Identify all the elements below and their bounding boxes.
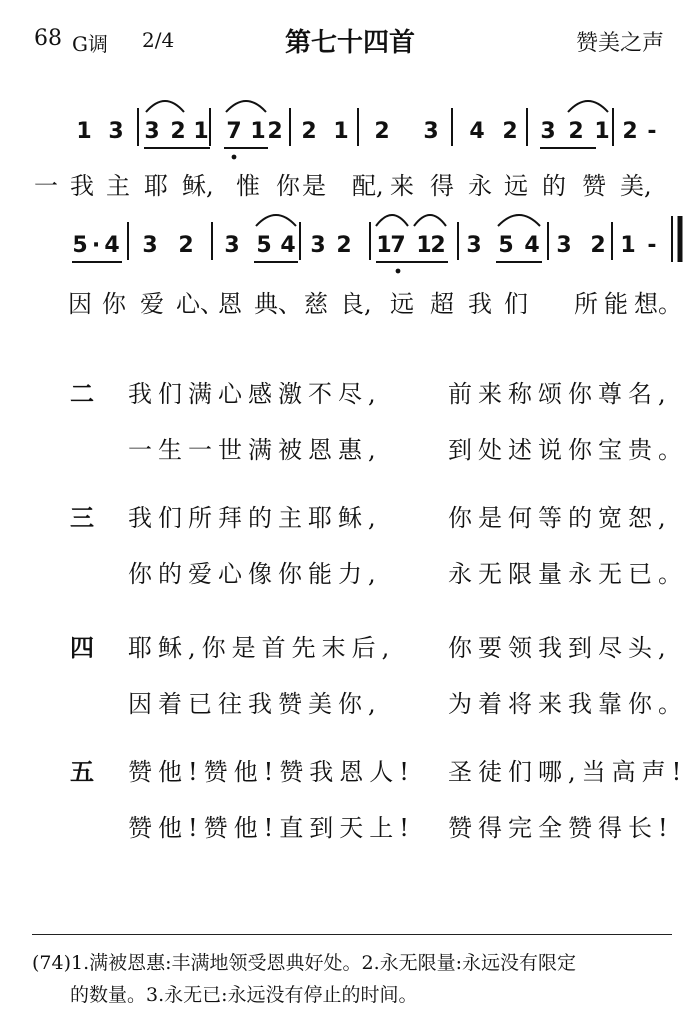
note-r1-5: 7 [226,119,242,144]
lyric-char: 配, [352,172,384,200]
lyric-char: 因 [68,290,92,318]
note-r1-14: 3 [540,119,556,144]
lyric-char: 能 [604,290,628,318]
note-r1-10: 2 [374,119,390,144]
note-r2-17: 2 [590,233,606,258]
lyric-char: 主 [106,172,130,200]
note-r1-6: 1 [250,119,266,144]
lyric-char: 典、 [254,290,302,318]
lyric-char: 慈 [304,290,328,318]
note-r1-12: 4 [469,119,485,144]
note-r1-0: 1 [76,119,92,144]
dot-r2-aug: · [91,233,101,258]
lyric-char: 永 [468,172,492,200]
verse-line: 圣徒们哪,当高声! [448,758,688,786]
verse-line: 我们所拜的主耶稣, [128,504,382,532]
note-r1-4: 1 [193,119,209,144]
note-r2-9: 1 [376,233,392,258]
footnote-line-1: (74)1.满被恩惠:丰满地领受恩典好处。2.永无限量:永远没有限定 [32,952,577,974]
verse-number: 四 [70,633,94,662]
lyric-char: 远 [504,172,528,200]
note-r2-19: - [647,233,657,258]
lyric-char: 来 [390,172,414,200]
lyric-char: 超 [430,290,454,318]
note-r2-7: 3 [310,233,326,258]
lyric-char: 赞 [582,172,606,200]
low-dot-r2 [396,269,401,274]
note-r1-13: 2 [502,119,518,144]
verse-line: 为着将来我靠你。 [448,690,688,718]
slur-r2-2 [414,215,446,226]
note-r1-9: 1 [333,119,349,144]
slur-r2-1 [376,215,408,226]
verse-number: 五 [70,757,94,786]
time-signature: 2/4 [142,28,175,52]
footnote-line-2: 的数量。3.永无已:永远没有停止的时间。 [70,984,418,1006]
verse-line: 耶稣,你是首先末后, [128,634,396,662]
key-signature: G调 [72,32,108,56]
verse-line: 赞他!赞他!直到天上! [128,814,415,842]
note-r2-10: 7 [390,233,406,258]
lyric-char: 想。 [634,290,682,318]
note-r2-3: 2 [178,233,194,258]
verse-line: 你是何等的宽恕, [448,504,672,532]
note-r2-6: 4 [280,233,296,258]
note-r1-3: 2 [170,119,186,144]
note-r2-8: 2 [336,233,352,258]
verse-line: 赞得完全赞得长! [448,814,674,842]
lyric-char: 惟 [236,172,260,200]
lyric-char: 你 [102,290,126,318]
book-title: 赞美之声 [575,31,664,56]
note-r1-15: 2 [568,119,584,144]
slur-r1-2 [568,101,608,112]
slur-r2-0 [256,215,296,226]
verse-line: 因着已往我赞美你, [128,690,382,718]
lyric-char: 是 [302,172,326,200]
verse-number: 二 [70,379,94,408]
verse-line: 到处述说你宝贵。 [448,436,688,464]
verse-line: 前来称颂你尊名, [448,380,672,408]
lyric-char: 得 [430,172,454,200]
lyric-char: 美, [620,172,652,200]
lyric-char: 所 [574,290,598,318]
note-r1-11: 3 [423,119,439,144]
lyric-char: 远 [390,290,414,318]
lyrics-row-2 [0,284,700,324]
verse-line: 你的爱心像你能力, [128,560,382,588]
hymn-title: 第七十四首 [284,28,415,58]
verse-line: 赞他!赞他!赞我恩人! [128,758,415,786]
page-number: 68 [34,26,62,51]
note-r2-13: 3 [466,233,482,258]
jianpu-score [0,0,700,320]
note-r2-11: 1 [416,233,432,258]
slur-r1-1 [226,101,266,112]
note-r1-18: - [647,119,657,144]
note-r2-16: 3 [556,233,572,258]
note-r1-17: 2 [622,119,638,144]
lyric-char: 耶 [144,172,168,200]
note-r2-4: 3 [224,233,240,258]
lyric-char: 们 [504,290,528,318]
verse-line: 我们满心感激不尽, [128,380,382,408]
lyric-char: 爱 [140,290,164,318]
note-r2-18: 1 [620,233,636,258]
footnote-divider [32,934,672,935]
lyric-char: 的 [542,172,566,200]
verse-line: 永无限量永无已。 [448,560,688,588]
note-r1-16: 1 [594,119,610,144]
lyric-char: 我 [468,290,492,318]
verse-number: 三 [70,503,94,532]
note-r2-5: 5 [256,233,272,258]
note-r2-15: 4 [524,233,540,258]
note-r2-12: 2 [430,233,446,258]
low-dot-r1 [232,155,237,160]
lyric-char: 良, [340,290,372,318]
note-r2-0: 5 [72,233,88,258]
slur-r1-0 [146,101,184,112]
lyric-char: 你 [276,172,300,200]
note-r2-1: 4 [104,233,120,258]
note-r1-1: 3 [108,119,124,144]
lyric-char: 一 [34,172,58,200]
lyric-char: 我 [70,172,94,200]
lyric-char: 恩 [218,290,242,318]
note-r1-2: 3 [144,119,160,144]
lyric-char: 稣, [182,172,214,200]
slur-r2-3 [498,215,540,226]
lyric-char: 心、 [176,290,224,318]
lyrics-row-1 [0,166,700,206]
note-r1-7: 2 [267,119,283,144]
note-r2-2: 3 [142,233,158,258]
verse-line: 你要领我到尽头, [448,634,672,662]
note-r2-14: 5 [498,233,514,258]
note-r1-8: 2 [301,119,317,144]
verse-line: 一生一世满被恩惠, [128,436,382,464]
